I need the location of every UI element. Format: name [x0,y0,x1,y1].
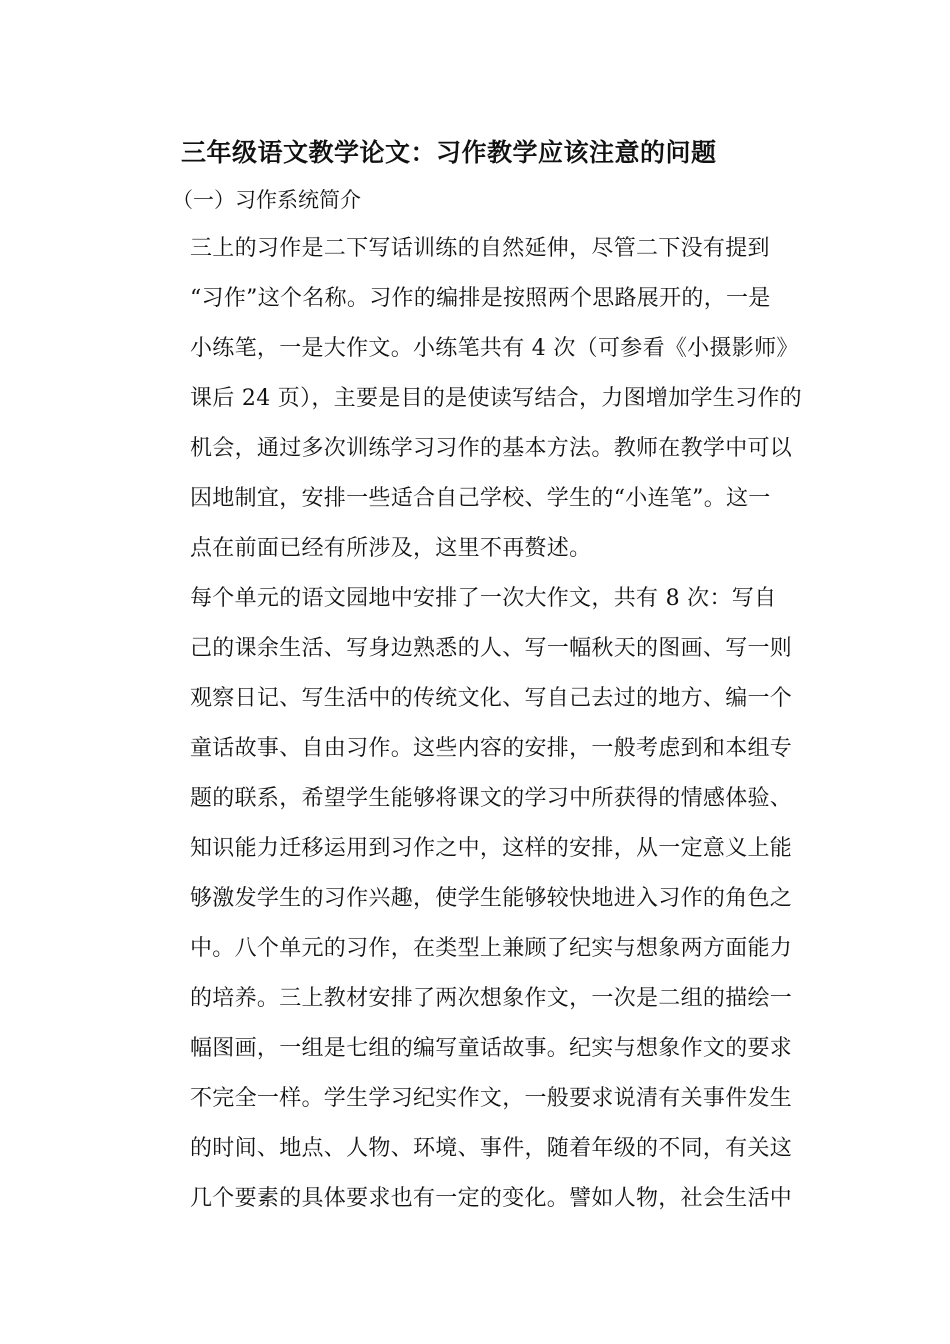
body-line: 课后 24 页），主要是目的是使读写结合，力图增加学生习作的 [190,386,802,411]
body-line: 小练笔，一是大作文。小练笔共有 4 次（可参看《小摄影师》 [190,336,799,361]
body-line: 几个要素的具体要求也有一定的变化。譬如人物，社会生活中 [190,1186,793,1211]
body-line: 幅图画，一组是七组的编写童话故事。纪实与想象作文的要求 [190,1036,793,1061]
body-line: 己的课余生活、写身边熟悉的人、写一幅秋天的图画、写一则 [190,636,793,661]
body-line: “习作”这个名称。习作的编排是按照两个思路展开的，一是 [190,286,771,311]
body-line: 中。八个单元的习作，在类型上兼顾了纪实与想象两方面能力 [190,936,793,961]
body-line: 不完全一样。学生学习纪实作文，一般要求说清有关事件发生 [190,1086,793,1111]
body-line: 机会，通过多次训练学习习作的基本方法。教师在教学中可以 [190,436,793,461]
body-line: 的时间、地点、人物、环境、事件，随着年级的不同，有关这 [190,1136,793,1161]
body-line: 每个单元的语文园地中安排了一次大作文，共有 8 次：写自 [190,586,777,611]
body-line: 点在前面已经有所涉及，这里不再赘述。 [190,536,592,561]
document-title: 三年级语文教学论文：习作教学应该注意的问题 [181,138,717,167]
body-line: 够激发学生的习作兴趣，使学生能够较快地进入习作的角色之 [190,886,793,911]
body-line: 童话故事、自由习作。这些内容的安排，一般考虑到和本组专 [190,736,793,761]
body-line: 的培养。三上教材安排了两次想象作文，一次是二组的描绘一 [190,986,793,1011]
body-line: 观察日记、写生活中的传统文化、写自己去过的地方、编一个 [190,686,793,711]
body-line: 三上的习作是二下写话训练的自然延伸，尽管二下没有提到 [190,236,770,261]
body-line: 知识能力迁移运用到习作之中，这样的安排，从一定意义上能 [190,836,793,861]
body-line: 因地制宜，安排一些适合自己学校、学生的“小连笔”。这一 [190,486,771,511]
body-line: 题的联系，希望学生能够将课文的学习中所获得的情感体验、 [190,786,793,811]
section-heading: （一）习作系统简介 [172,188,361,212]
